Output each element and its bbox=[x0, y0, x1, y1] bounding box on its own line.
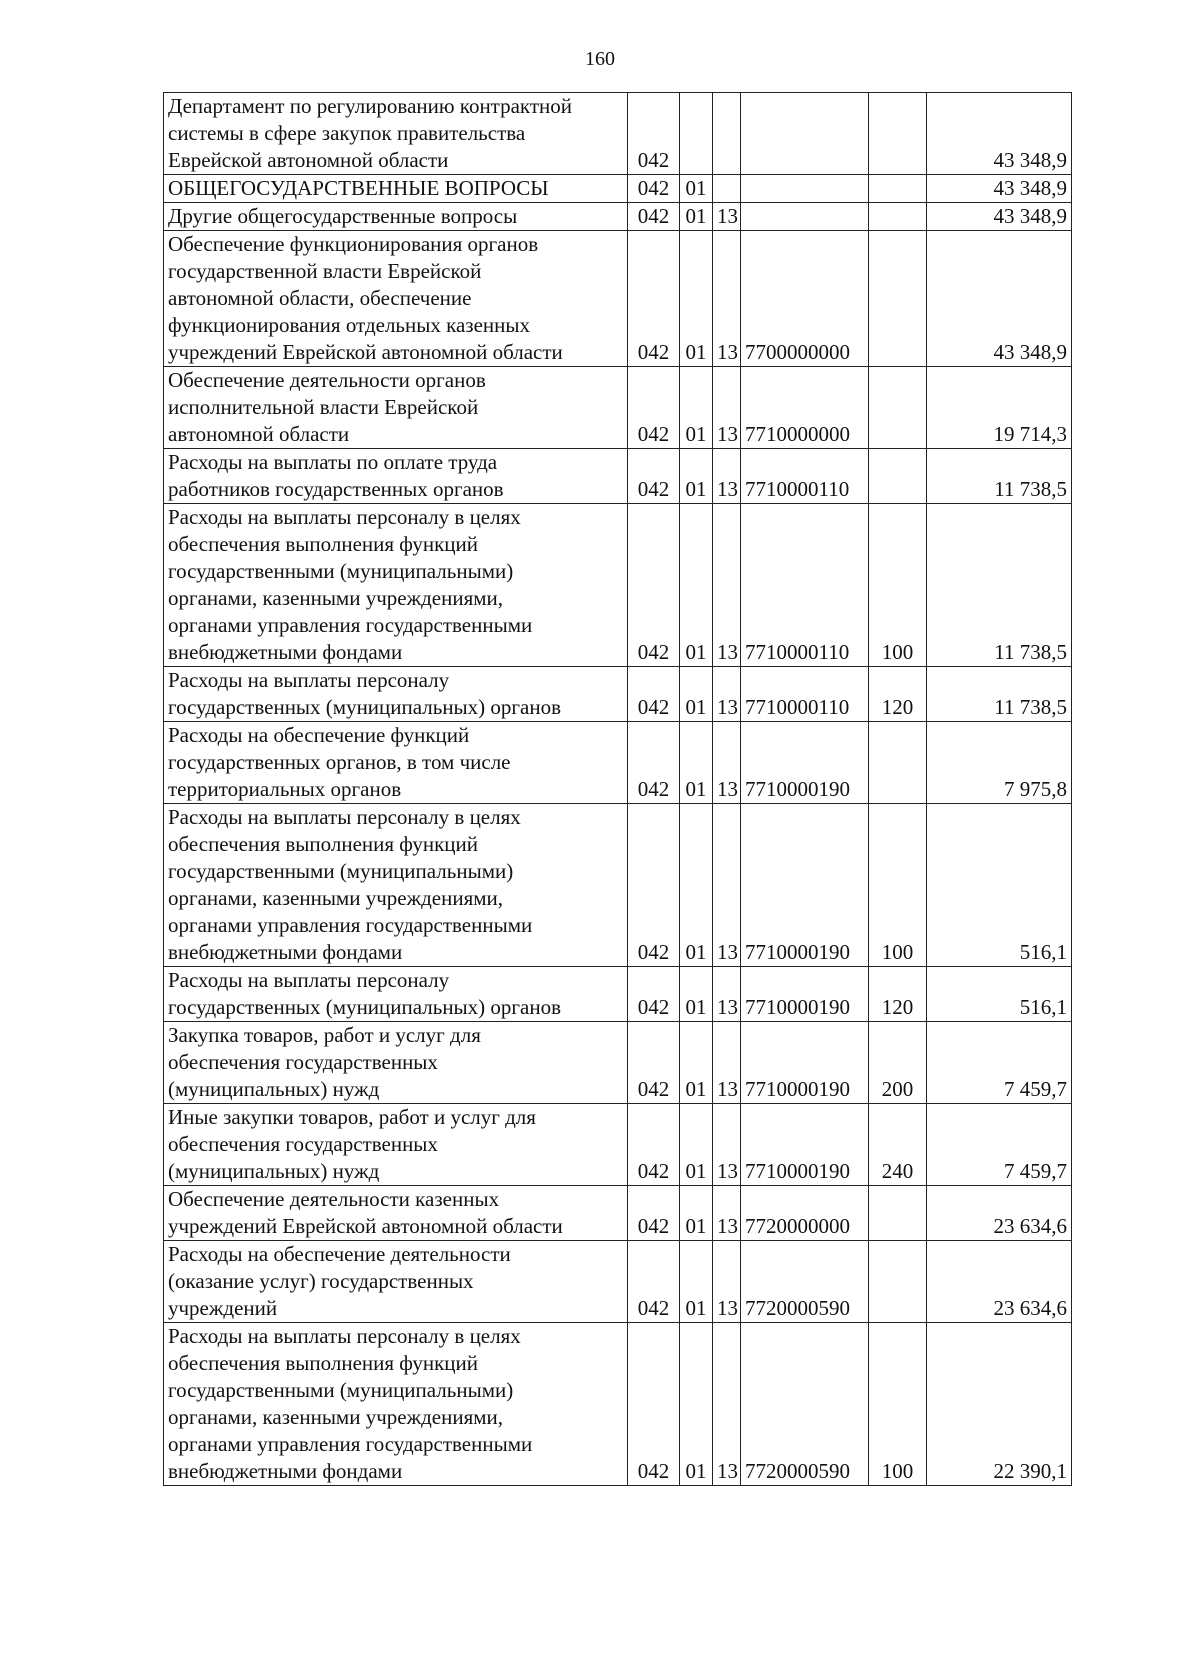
target-article-cell bbox=[741, 175, 869, 203]
expense-type-cell bbox=[869, 1186, 927, 1241]
admin-code-cell: 042 bbox=[628, 967, 680, 1022]
subsection-code-cell bbox=[713, 93, 741, 175]
row-name-cell: Обеспечение деятельности казенных учреждений Еврейской автономной области bbox=[164, 1186, 628, 1241]
amount-cell: 19 714,3 bbox=[927, 367, 1072, 449]
amount-cell: 11 738,5 bbox=[927, 449, 1072, 504]
expense-type-cell: 100 bbox=[869, 804, 927, 967]
section-code-cell: 01 bbox=[680, 1323, 713, 1486]
row-name-cell: Расходы на выплаты персоналу в целях обеспечения выполнения функций государственными (муниципальными) органами, казенными учреждениями, органами управления государственными внебюджетными фондами bbox=[164, 1323, 628, 1486]
table-row bbox=[164, 367, 1072, 449]
admin-code-cell: 042 bbox=[628, 93, 680, 175]
expense-type-cell bbox=[869, 203, 927, 231]
section-code-cell: 01 bbox=[680, 1022, 713, 1104]
row-name-cell: Департамент по регулированию контрактной системы в сфере закупок правительства Еврейской автономной области bbox=[164, 93, 628, 175]
row-name-cell: Обеспечение функционирования органов государственной власти Еврейской автономной области, обеспечение функционирования отдельных казенных учреждений Еврейской автономной области bbox=[164, 231, 628, 367]
section-code-cell bbox=[680, 93, 713, 175]
section-code-cell: 01 bbox=[680, 967, 713, 1022]
section-code-cell: 01 bbox=[680, 1241, 713, 1323]
row-name-cell: Другие общегосударственные вопросы bbox=[164, 203, 628, 231]
amount-cell: 22 390,1 bbox=[927, 1323, 1072, 1486]
subsection-code-cell: 13 bbox=[713, 1104, 741, 1186]
table-row bbox=[164, 1186, 1072, 1241]
section-code-cell: 01 bbox=[680, 722, 713, 804]
target-article-cell: 7710000190 bbox=[741, 1104, 869, 1186]
row-name-cell: Расходы на выплаты персоналу в целях обеспечения выполнения функций государственными (муниципальными) органами, казенными учреждениями, органами управления государственными внебюджетными фондами bbox=[164, 504, 628, 667]
amount-cell: 7 459,7 bbox=[927, 1104, 1072, 1186]
admin-code-cell: 042 bbox=[628, 804, 680, 967]
expense-type-cell: 100 bbox=[869, 1323, 927, 1486]
subsection-code-cell: 13 bbox=[713, 1186, 741, 1241]
subsection-code-cell: 13 bbox=[713, 804, 741, 967]
admin-code-cell: 042 bbox=[628, 231, 680, 367]
budget-table-body bbox=[164, 93, 1072, 1486]
section-code-cell: 01 bbox=[680, 175, 713, 203]
admin-code-cell: 042 bbox=[628, 175, 680, 203]
admin-code-cell: 042 bbox=[628, 1323, 680, 1486]
target-article-cell: 7710000110 bbox=[741, 667, 869, 722]
amount-cell: 43 348,9 bbox=[927, 203, 1072, 231]
row-name-cell: Обеспечение деятельности органов исполнительной власти Еврейской автономной области bbox=[164, 367, 628, 449]
subsection-code-cell: 13 bbox=[713, 1241, 741, 1323]
amount-cell: 7 975,8 bbox=[927, 722, 1072, 804]
row-name-cell: ОБЩЕГОСУДАРСТВЕННЫЕ ВОПРОСЫ bbox=[164, 175, 628, 203]
subsection-code-cell: 13 bbox=[713, 449, 741, 504]
table-row bbox=[164, 93, 1072, 175]
amount-cell: 516,1 bbox=[927, 804, 1072, 967]
admin-code-cell: 042 bbox=[628, 203, 680, 231]
expense-type-cell bbox=[869, 175, 927, 203]
expense-type-cell: 240 bbox=[869, 1104, 927, 1186]
budget-table bbox=[163, 92, 1072, 1486]
subsection-code-cell: 13 bbox=[713, 203, 741, 231]
expense-type-cell bbox=[869, 1241, 927, 1323]
section-code-cell: 01 bbox=[680, 1186, 713, 1241]
expense-type-cell: 120 bbox=[869, 967, 927, 1022]
row-name-cell: Расходы на обеспечение функций государственных органов, в том числе территориальных органов bbox=[164, 722, 628, 804]
amount-cell: 23 634,6 bbox=[927, 1186, 1072, 1241]
expense-type-cell: 200 bbox=[869, 1022, 927, 1104]
admin-code-cell: 042 bbox=[628, 504, 680, 667]
expense-type-cell: 100 bbox=[869, 504, 927, 667]
table-row bbox=[164, 667, 1072, 722]
row-name-cell: Закупка товаров, работ и услуг для обеспечения государственных (муниципальных) нужд bbox=[164, 1022, 628, 1104]
amount-cell: 43 348,9 bbox=[927, 231, 1072, 367]
table-row bbox=[164, 967, 1072, 1022]
subsection-code-cell: 13 bbox=[713, 504, 741, 667]
subsection-code-cell: 13 bbox=[713, 722, 741, 804]
target-article-cell: 7710000190 bbox=[741, 1022, 869, 1104]
subsection-code-cell: 13 bbox=[713, 1022, 741, 1104]
admin-code-cell: 042 bbox=[628, 1186, 680, 1241]
table-row bbox=[164, 804, 1072, 967]
expense-type-cell bbox=[869, 93, 927, 175]
subsection-code-cell bbox=[713, 175, 741, 203]
amount-cell: 43 348,9 bbox=[927, 175, 1072, 203]
target-article-cell: 7710000000 bbox=[741, 367, 869, 449]
amount-cell: 516,1 bbox=[927, 967, 1072, 1022]
section-code-cell: 01 bbox=[680, 1104, 713, 1186]
target-article-cell: 7710000110 bbox=[741, 504, 869, 667]
target-article-cell bbox=[741, 93, 869, 175]
target-article-cell bbox=[741, 203, 869, 231]
admin-code-cell: 042 bbox=[628, 1022, 680, 1104]
subsection-code-cell: 13 bbox=[713, 367, 741, 449]
amount-cell: 11 738,5 bbox=[927, 504, 1072, 667]
table-row bbox=[164, 231, 1072, 367]
row-name-cell: Иные закупки товаров, работ и услуг для обеспечения государственных (муниципальных) нужд bbox=[164, 1104, 628, 1186]
section-code-cell: 01 bbox=[680, 231, 713, 367]
table-row bbox=[164, 722, 1072, 804]
target-article-cell: 7700000000 bbox=[741, 231, 869, 367]
section-code-cell: 01 bbox=[680, 504, 713, 667]
admin-code-cell: 042 bbox=[628, 722, 680, 804]
section-code-cell: 01 bbox=[680, 667, 713, 722]
target-article-cell: 7710000190 bbox=[741, 804, 869, 967]
subsection-code-cell: 13 bbox=[713, 667, 741, 722]
target-article-cell: 7710000110 bbox=[741, 449, 869, 504]
amount-cell: 43 348,9 bbox=[927, 93, 1072, 175]
amount-cell: 7 459,7 bbox=[927, 1022, 1072, 1104]
expense-type-cell bbox=[869, 231, 927, 367]
row-name-cell: Расходы на выплаты персоналу государственных (муниципальных) органов bbox=[164, 967, 628, 1022]
admin-code-cell: 042 bbox=[628, 667, 680, 722]
expense-type-cell: 120 bbox=[869, 667, 927, 722]
table-row bbox=[164, 175, 1072, 203]
subsection-code-cell: 13 bbox=[713, 967, 741, 1022]
table-row bbox=[164, 449, 1072, 504]
row-name-cell: Расходы на выплаты по оплате труда работников государственных органов bbox=[164, 449, 628, 504]
subsection-code-cell: 13 bbox=[713, 1323, 741, 1486]
admin-code-cell: 042 bbox=[628, 1104, 680, 1186]
expense-type-cell bbox=[869, 722, 927, 804]
target-article-cell: 7710000190 bbox=[741, 722, 869, 804]
section-code-cell: 01 bbox=[680, 804, 713, 967]
table-row bbox=[164, 1022, 1072, 1104]
amount-cell: 11 738,5 bbox=[927, 667, 1072, 722]
row-name-cell: Расходы на выплаты персоналу государственных (муниципальных) органов bbox=[164, 667, 628, 722]
admin-code-cell: 042 bbox=[628, 449, 680, 504]
row-name-cell: Расходы на обеспечение деятельности (оказание услуг) государственных учреждений bbox=[164, 1241, 628, 1323]
table-row bbox=[164, 504, 1072, 667]
expense-type-cell bbox=[869, 367, 927, 449]
row-name-cell: Расходы на выплаты персоналу в целях обеспечения выполнения функций государственными (муниципальными) органами, казенными учреждениями, органами управления государственными внебюджетными фондами bbox=[164, 804, 628, 967]
expense-type-cell bbox=[869, 449, 927, 504]
target-article-cell: 7710000190 bbox=[741, 967, 869, 1022]
table-row bbox=[164, 203, 1072, 231]
page-number: 160 bbox=[585, 48, 615, 70]
target-article-cell: 7720000590 bbox=[741, 1323, 869, 1486]
table-row bbox=[164, 1323, 1072, 1486]
admin-code-cell: 042 bbox=[628, 1241, 680, 1323]
admin-code-cell: 042 bbox=[628, 367, 680, 449]
section-code-cell: 01 bbox=[680, 203, 713, 231]
amount-cell: 23 634,6 bbox=[927, 1241, 1072, 1323]
table-row bbox=[164, 1241, 1072, 1323]
section-code-cell: 01 bbox=[680, 367, 713, 449]
target-article-cell: 7720000000 bbox=[741, 1186, 869, 1241]
table-row bbox=[164, 1104, 1072, 1186]
target-article-cell: 7720000590 bbox=[741, 1241, 869, 1323]
section-code-cell: 01 bbox=[680, 449, 713, 504]
subsection-code-cell: 13 bbox=[713, 231, 741, 367]
